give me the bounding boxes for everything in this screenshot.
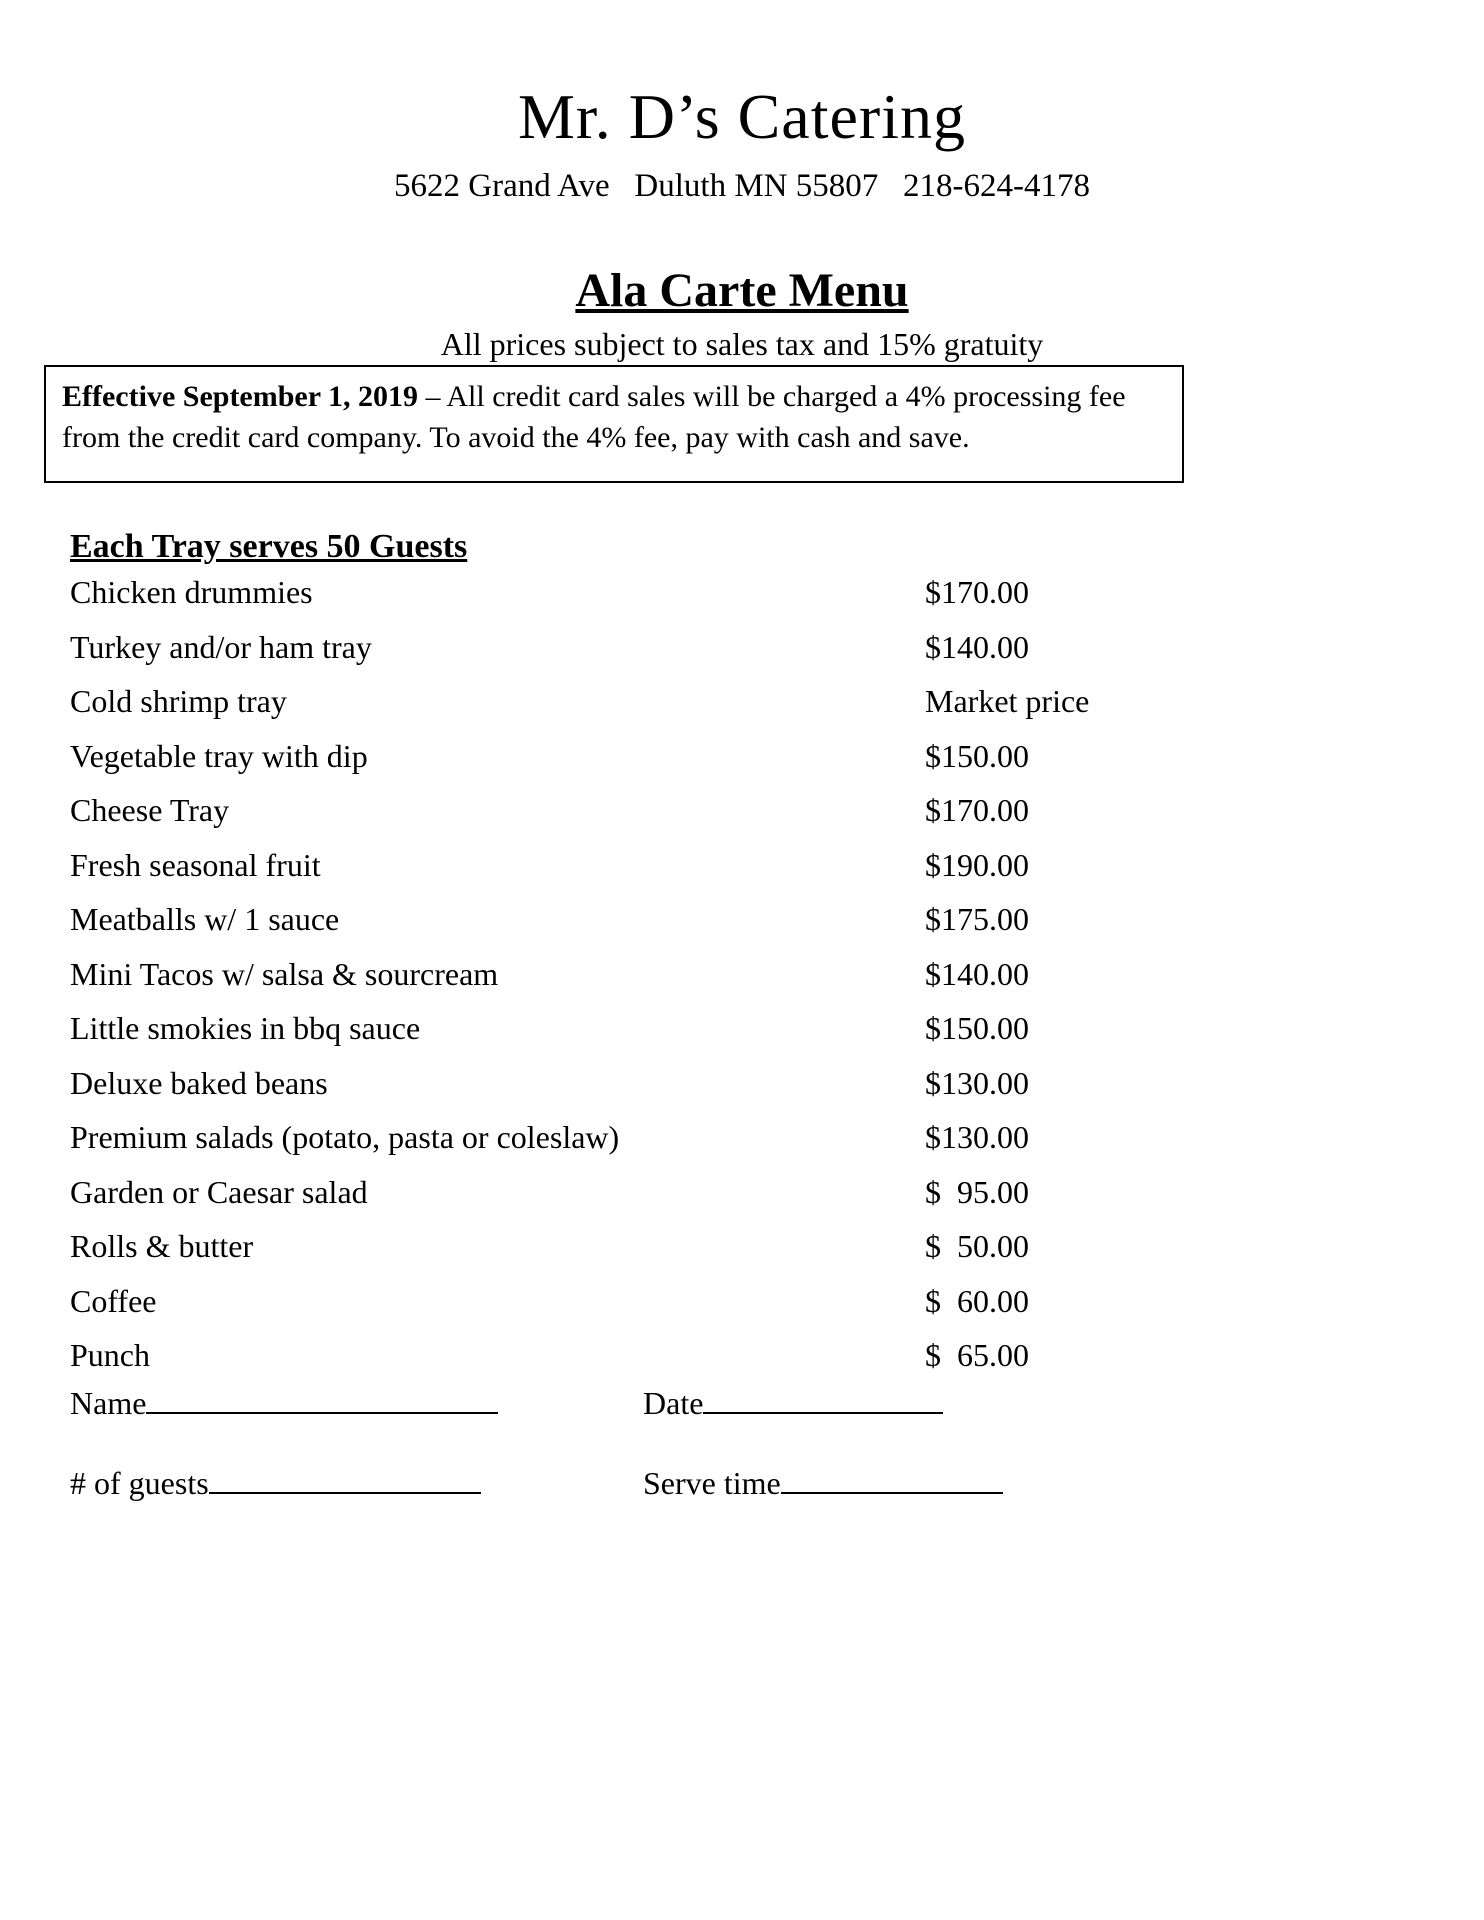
item-name: Little smokies in bbq sauce bbox=[70, 1010, 421, 1046]
item-name: Rolls & butter bbox=[70, 1228, 254, 1264]
date-blank-line bbox=[703, 1380, 943, 1414]
order-form bbox=[70, 1380, 1430, 1540]
item-name: Premium salads (potato, pasta or coleslaw) bbox=[70, 1119, 620, 1155]
item-name: Mini Tacos w/ salsa & sourcream bbox=[70, 955, 499, 992]
item-name: Chicken drummies bbox=[70, 574, 313, 610]
notice-body: – All credit card sales will be charged a 4% processing fee from the credit card company. To avoid the 4% fee, pay with cash and save. bbox=[62, 380, 1126, 454]
serve-time-blank-line bbox=[781, 1460, 1003, 1494]
name-label: Name bbox=[70, 1385, 147, 1421]
item-name: Cheese Tray bbox=[70, 792, 230, 828]
item-name: Turkey and/or ham tray bbox=[70, 628, 372, 665]
business-title: Mr. D’s Catering bbox=[518, 81, 966, 152]
item-name: Garden or Caesar salad bbox=[70, 1173, 368, 1210]
item-name: Vegetable tray with dip bbox=[70, 737, 368, 774]
menu-item-row bbox=[70, 956, 1430, 1011]
item-price: $130.00 bbox=[925, 1064, 1029, 1101]
item-name: Punch bbox=[70, 1337, 150, 1373]
item-price: $170.00 bbox=[925, 574, 1029, 610]
menu-item-row bbox=[70, 1065, 1430, 1120]
item-price: $140.00 bbox=[925, 628, 1029, 665]
item-price: $ 95.00 bbox=[925, 1173, 1029, 1210]
item-name: Coffee bbox=[70, 1282, 157, 1319]
menu-item-row bbox=[70, 683, 1430, 738]
menu-item-row bbox=[70, 1010, 1430, 1065]
item-price: $175.00 bbox=[925, 901, 1029, 937]
name-blank-line bbox=[146, 1380, 498, 1414]
notice-effective-date: Effective September 1, 2019 bbox=[62, 380, 419, 413]
menu-item-row bbox=[70, 1228, 1430, 1283]
menu-item-row bbox=[70, 901, 1430, 956]
item-price: $ 60.00 bbox=[925, 1282, 1029, 1319]
item-price: $ 65.00 bbox=[925, 1337, 1029, 1373]
menu-item-row bbox=[70, 1119, 1430, 1174]
item-name: Deluxe baked beans bbox=[70, 1064, 328, 1101]
form-row-guests-servetime bbox=[70, 1460, 1430, 1502]
item-price: Market price bbox=[925, 683, 1090, 719]
item-name: Meatballs w/ 1 sauce bbox=[70, 901, 340, 937]
menu-item-row bbox=[70, 1174, 1430, 1229]
item-price: $150.00 bbox=[925, 1010, 1029, 1046]
credit-card-notice-box bbox=[44, 365, 1184, 483]
form-row-name-date bbox=[70, 1380, 1430, 1422]
item-name: Cold shrimp tray bbox=[70, 683, 287, 719]
menu-item-row bbox=[70, 629, 1430, 684]
section-title: Each Tray serves 50 Guests bbox=[70, 528, 468, 565]
menu-item-row bbox=[70, 847, 1430, 902]
date-label: Date bbox=[643, 1385, 704, 1421]
menu-item-row bbox=[70, 1283, 1430, 1338]
item-name: Fresh seasonal fruit bbox=[70, 846, 321, 883]
guests-label: # of guests bbox=[70, 1465, 209, 1501]
item-price: $150.00 bbox=[925, 737, 1029, 774]
menu-section bbox=[70, 528, 1430, 1392]
guests-blank-line bbox=[209, 1460, 481, 1494]
item-price: $130.00 bbox=[925, 1119, 1029, 1155]
item-price: $190.00 bbox=[925, 846, 1029, 883]
item-price: $140.00 bbox=[925, 955, 1029, 992]
menu-title: Ala Carte Menu bbox=[575, 264, 909, 317]
menu-item-row bbox=[70, 738, 1430, 793]
tax-gratuity-note: All prices subject to sales tax and 15% gratuity bbox=[440, 326, 1044, 362]
menu-item-row bbox=[70, 792, 1430, 847]
business-address: 5622 Grand Ave Duluth MN 55807 218-624-4178 bbox=[394, 168, 1090, 204]
serve-time-label: Serve time bbox=[643, 1465, 781, 1501]
item-price: $170.00 bbox=[925, 792, 1029, 828]
menu-item-row bbox=[70, 574, 1430, 629]
item-price: $ 50.00 bbox=[925, 1228, 1029, 1264]
